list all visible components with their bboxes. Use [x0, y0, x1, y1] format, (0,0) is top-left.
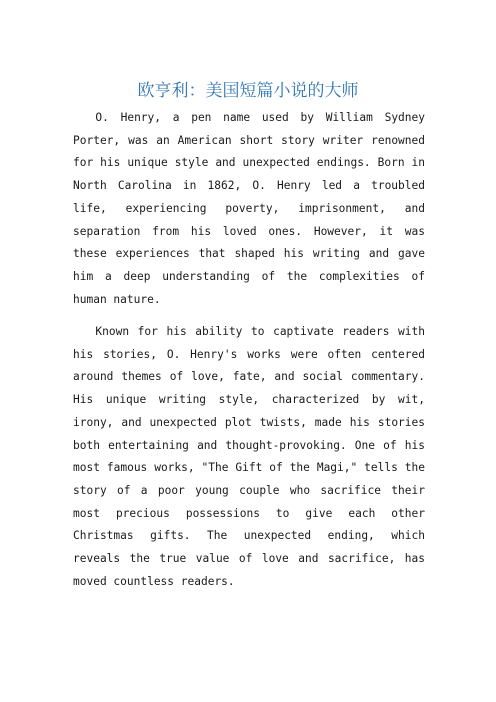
paragraph-2: Known for his ability to captivate readers with his stories, O. Henry's works were often centered around themes of love, fate, and social commentary. His unique writing style, characterized by wit, irony, and unexpected plot twists, made his stories both entertaining and thought-provoking. One of his most famous works, "The Gift of the Magi," tells the story of a poor young couple who sacrifice their most precious possessions to give each other Christmas gifts. The unexpected ending, which reveals the true value of love and sacrifice, has moved countless readers.: [73, 325, 425, 588]
page-title: 欧亨利：美国短篇小说的大师: [137, 81, 359, 101]
paragraph-1: O. Henry, a pen name used by William Sydney Porter, was an American short story writer renowned for his unique style and unexpected endings. Born in North Carolina in 1862, O. Henry led a troubled life, experiencing poverty, imprisonment, and separation from his loved ones. However, it was these experiences that shaped his writing and gave him a deep understanding of the complexities of human nature.: [73, 111, 425, 306]
